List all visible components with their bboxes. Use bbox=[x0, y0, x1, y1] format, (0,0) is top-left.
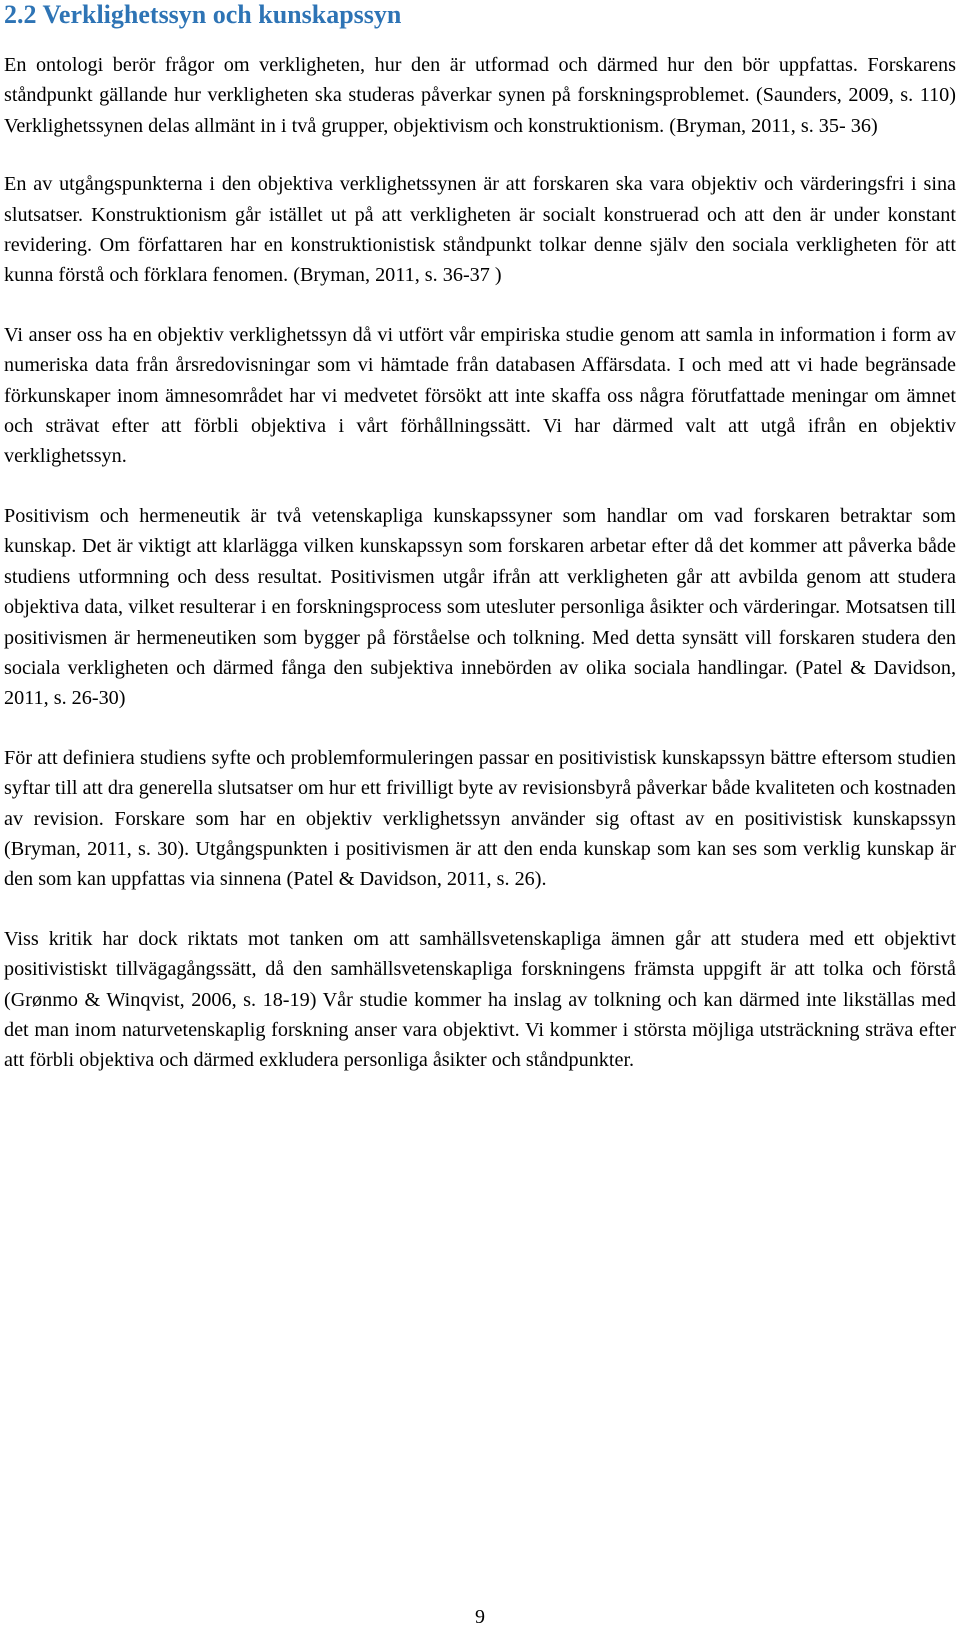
paragraph-criticism: Viss kritik har dock riktats mot tanken om att samhällsvetenskapliga ämnen går att studera med ett objektivt positivistiskt tillvägagångssätt, då den samhällsvetenskapliga forskningens främsta uppgift är att tolka och förstå (Grønmo & Winqvist, 2006, s. 18-19) Vår studie kommer ha inslag av tolkning och kan därmed inte likställas med det man inom naturvetenskaplig forskning anser vara objektivt. Vi kommer i största möjliga utsträckning sträva efter att förbli objektiva och därmed exkludera personliga åsikter och ståndpunkter. bbox=[4, 927, 956, 1072]
paragraph-positivist-choice: För att definiera studiens syfte och problemformuleringen passar en positivistisk kunskapssyn bättre eftersom studien syftar till att dra generella slutsatser om hur ett frivilligt byte av revisionsbyrå påverkar både kvaliteten och kostnaden av revision. Forskare som har en objektiv verklighetssyn använder sig oftast av en positivistisk kunskapssyn (Bryman, 2011, s. 30). Utgångspunkten i positivismen är att den enda kunskap som kan ses som verklig kunskap är den som kan uppfattas via sinnena (Patel & Davidson, 2011, s. 26). bbox=[4, 746, 956, 891]
paragraph-positivism-hermeneutics: Positivism och hermeneutik är två vetenskapliga kunskapssyner som handlar om vad forskaren betraktar som kunskap. Det är viktigt att klarlägga vilken kunskapssyn som forskaren arbetar efter då det kommer att påverka både studiens utformning och dess resultat. Positivismen utgår ifrån att verkligheten går att avbilda genom att studera objektiva data, vilket resulterar i en forskningsprocess som utesluter personliga åsikter och värderingar. Motsatsen till positivismen är hermeneutiken som bygger på förståelse och tolkning. Med detta synsätt vill forskaren studera den sociala verkligheten och därmed fånga den subjektiva innebörden av olika sociala handlingar. (Patel & Davidson, 2011, s. 26-30) bbox=[4, 504, 956, 710]
page-number: 9 bbox=[475, 1606, 485, 1628]
paragraph-our-view: Vi anser oss ha en objektiv verklighetssyn då vi utfört vår empiriska studie genom att samla in information i form av numeriska data från årsredovisningar som vi hämtade från databasen Affärsdata. I och med att vi hade begränsade förkunskaper inom ämnesområdet har vi medvetet försökt att inte skaffa oss några förutfattade meningar om ämnet och strävat efter att förbli objektiva i vårt förhållningssätt. Vi har därmed valt att utgå ifrån en objektiv verklighetssyn. bbox=[4, 323, 956, 468]
section-heading: 2.2 Verklighetssyn och kunskapssyn bbox=[4, 0, 402, 29]
paragraph-objectivism-constructionism: En av utgångspunkterna i den objektiva verklighetssynen är att forskaren ska vara objektiv och värderingsfri i sina slutsatser. Konstruktionism går istället ut på att verkligheten är socialt konstruerad och att den är under konstant revidering. Om författaren har en konstruktionistisk ståndpunkt tolkar denne själv den sociala verkligheten för att kunna förstå och förklara fenomen. (Bryman, 2011, s. 36-37 ) bbox=[4, 173, 956, 287]
paragraph-ontology: En ontologi berör frågor om verkligheten, hur den är utformad och därmed hur den bör uppfattas. Forskarens ståndpunkt gällande hur verkligheten ska studeras påverkar synen på forskningsproblemet. (Saunders, 2009, s. 110) Verklighetssynen delas allmänt in i två grupper, objektivism och konstruktionism. (Bryman, 2011, s. 35- 36) bbox=[4, 54, 956, 137]
